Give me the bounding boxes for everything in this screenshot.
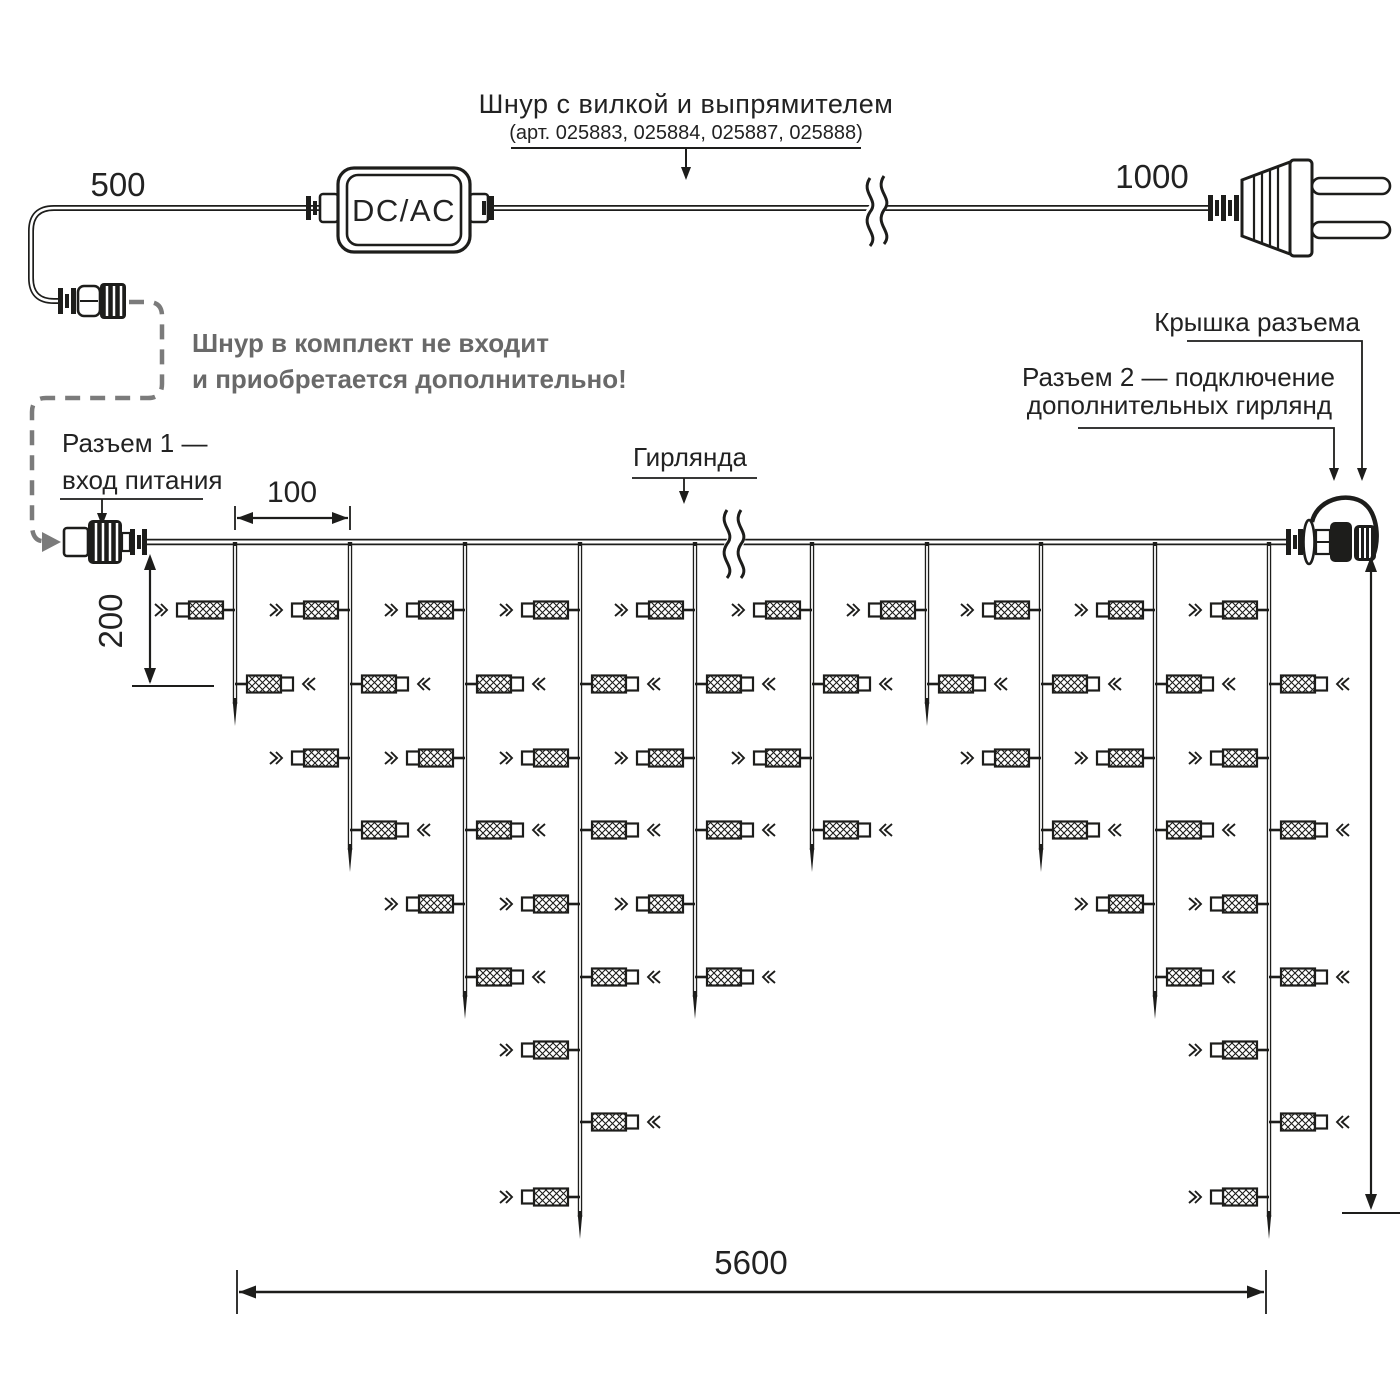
led-direction-chevron-icon bbox=[732, 604, 739, 616]
led-direction-chevron-icon bbox=[768, 678, 775, 690]
connector2-annotation bbox=[1022, 362, 1339, 481]
icicle-drop bbox=[961, 542, 1121, 872]
garland-wire bbox=[147, 510, 1288, 578]
led-direction-chevron-icon bbox=[1189, 752, 1196, 764]
led-direction-chevron-icon bbox=[653, 824, 660, 836]
led-bulb bbox=[961, 750, 1041, 767]
led-bulb bbox=[350, 676, 430, 693]
led-bulb bbox=[1155, 822, 1235, 839]
led-bulb bbox=[1189, 1189, 1269, 1206]
led-bulb bbox=[695, 822, 775, 839]
dcac-converter-box bbox=[306, 168, 494, 252]
led-direction-chevron-icon bbox=[423, 678, 430, 690]
drop-tip bbox=[1039, 848, 1043, 872]
led-direction-chevron-icon bbox=[270, 752, 277, 764]
led-direction-chevron-icon bbox=[155, 604, 162, 616]
drop-tip bbox=[925, 702, 929, 726]
led-direction-chevron-icon bbox=[500, 604, 507, 616]
led-bulb bbox=[1189, 602, 1269, 619]
power-cord-title: Шнур с вилкой и выпрямителем bbox=[478, 89, 894, 119]
led-bulb bbox=[500, 896, 580, 913]
led-bulb bbox=[812, 676, 892, 693]
led-direction-chevron-icon bbox=[653, 678, 660, 690]
led-bulb bbox=[732, 750, 812, 767]
leader-arrowhead-icon bbox=[679, 491, 689, 504]
led-direction-chevron-icon bbox=[1342, 971, 1349, 983]
cable-break-icon bbox=[867, 176, 887, 246]
cord-end-connector bbox=[58, 283, 126, 319]
led-bulb bbox=[580, 1114, 660, 1131]
cap-label: Крышка разъема bbox=[1154, 307, 1360, 337]
dashed-arrowhead-icon bbox=[42, 532, 61, 552]
dimension-900 bbox=[1342, 556, 1400, 1213]
led-direction-chevron-icon bbox=[385, 752, 392, 764]
icicle-drop bbox=[615, 542, 775, 1019]
led-bulb bbox=[385, 750, 465, 767]
led-bulb bbox=[927, 676, 1007, 693]
led-direction-chevron-icon bbox=[538, 971, 545, 983]
led-direction-chevron-icon bbox=[308, 678, 315, 690]
led-bulb bbox=[500, 750, 580, 767]
led-direction-chevron-icon bbox=[961, 752, 968, 764]
dimension-5600 bbox=[237, 1244, 1266, 1314]
garland-input-connector bbox=[64, 520, 147, 564]
led-direction-chevron-icon bbox=[500, 1044, 507, 1056]
led-bulb bbox=[385, 602, 465, 619]
led-bulb bbox=[270, 602, 350, 619]
led-bulb bbox=[1041, 676, 1121, 693]
led-direction-chevron-icon bbox=[615, 604, 622, 616]
led-direction-chevron-icon bbox=[847, 604, 854, 616]
led-direction-chevron-icon bbox=[1228, 678, 1235, 690]
led-direction-chevron-icon bbox=[1114, 824, 1121, 836]
led-direction-chevron-icon bbox=[385, 604, 392, 616]
led-bulb bbox=[695, 676, 775, 693]
led-direction-chevron-icon bbox=[1114, 678, 1121, 690]
power-cord-leader-arrow-icon bbox=[511, 148, 861, 180]
led-direction-chevron-icon bbox=[1189, 898, 1196, 910]
garland-output-connector bbox=[1286, 498, 1377, 564]
garland-annotation bbox=[632, 442, 757, 504]
led-direction-chevron-icon bbox=[768, 824, 775, 836]
led-bulb bbox=[615, 750, 695, 767]
led-direction-chevron-icon bbox=[1342, 1116, 1349, 1128]
led-bulb bbox=[615, 896, 695, 913]
led-bulb bbox=[1075, 602, 1155, 619]
led-bulb bbox=[732, 602, 812, 619]
icicle-drop bbox=[500, 542, 660, 1239]
not-included-note bbox=[32, 302, 627, 552]
led-bulb bbox=[350, 822, 430, 839]
led-bulb bbox=[1269, 969, 1349, 986]
led-direction-chevron-icon bbox=[1228, 971, 1235, 983]
leader-arrowhead-icon bbox=[1357, 468, 1367, 481]
icicle-drop bbox=[155, 542, 315, 726]
led-bulb bbox=[235, 676, 315, 693]
drop-tip bbox=[1267, 1215, 1271, 1239]
led-bulb bbox=[1189, 896, 1269, 913]
led-bulb bbox=[580, 969, 660, 986]
led-direction-chevron-icon bbox=[538, 678, 545, 690]
garland-label: Гирлянда bbox=[633, 442, 747, 472]
icicle-drop bbox=[270, 542, 430, 872]
led-bulb bbox=[270, 750, 350, 767]
dimension-200 bbox=[92, 554, 214, 686]
led-bulb bbox=[465, 969, 545, 986]
connector1-annotation bbox=[60, 428, 222, 526]
led-direction-chevron-icon bbox=[768, 971, 775, 983]
led-direction-chevron-icon bbox=[385, 898, 392, 910]
led-direction-chevron-icon bbox=[423, 824, 430, 836]
led-bulb bbox=[500, 1042, 580, 1059]
led-direction-chevron-icon bbox=[270, 604, 277, 616]
led-direction-chevron-icon bbox=[615, 752, 622, 764]
warning-line1: Шнур в комплект не входит bbox=[192, 328, 549, 358]
icicle-drop bbox=[847, 542, 1007, 726]
drop-tip bbox=[810, 848, 814, 872]
led-direction-chevron-icon bbox=[885, 678, 892, 690]
connector1-label-line2: вход питания bbox=[62, 465, 223, 495]
led-bulb bbox=[695, 969, 775, 986]
led-bulb bbox=[500, 1189, 580, 1206]
led-direction-chevron-icon bbox=[653, 971, 660, 983]
connector2-label-line2: дополнительных гирлянд bbox=[1026, 390, 1332, 420]
leader-arrowhead-icon bbox=[1329, 468, 1339, 481]
led-bulb bbox=[1269, 676, 1349, 693]
led-bulb bbox=[465, 676, 545, 693]
connector2-label-line1: Разъем 2 — подключение bbox=[1022, 362, 1335, 392]
led-direction-chevron-icon bbox=[961, 604, 968, 616]
icicle-drop bbox=[732, 542, 892, 872]
led-direction-chevron-icon bbox=[1075, 752, 1082, 764]
led-direction-chevron-icon bbox=[732, 752, 739, 764]
dim-100-label: 100 bbox=[266, 476, 318, 509]
led-direction-chevron-icon bbox=[615, 898, 622, 910]
led-direction-chevron-icon bbox=[500, 752, 507, 764]
led-bulb bbox=[1041, 822, 1121, 839]
dimension-100 bbox=[235, 476, 350, 530]
led-bulb bbox=[1155, 676, 1235, 693]
led-direction-chevron-icon bbox=[1342, 824, 1349, 836]
led-direction-chevron-icon bbox=[653, 1116, 660, 1128]
led-bulb bbox=[1189, 1042, 1269, 1059]
led-direction-chevron-icon bbox=[1189, 604, 1196, 616]
led-direction-chevron-icon bbox=[1189, 1191, 1196, 1203]
led-direction-chevron-icon bbox=[1189, 1044, 1196, 1056]
power-plug bbox=[1208, 160, 1390, 256]
led-bulb bbox=[465, 822, 545, 839]
led-bulb bbox=[580, 822, 660, 839]
dim-1000-label: 1000 bbox=[1115, 158, 1189, 195]
dim-500-label: 500 bbox=[90, 166, 146, 203]
dim-5600-label: 5600 bbox=[714, 1244, 788, 1281]
led-bulb bbox=[1269, 1114, 1349, 1131]
led-bulb bbox=[812, 822, 892, 839]
led-direction-chevron-icon bbox=[500, 1191, 507, 1203]
drop-tip bbox=[233, 702, 237, 726]
dashed-connector-path bbox=[32, 302, 162, 541]
power-cord-diagram bbox=[31, 89, 1390, 319]
led-bulb bbox=[1269, 822, 1349, 839]
led-direction-chevron-icon bbox=[1228, 824, 1235, 836]
led-bulb bbox=[847, 602, 927, 619]
drop-tip bbox=[463, 995, 467, 1019]
connector1-label-line1: Разъем 1 — bbox=[62, 428, 208, 458]
led-bulb bbox=[1189, 750, 1269, 767]
drop-tip bbox=[348, 848, 352, 872]
led-direction-chevron-icon bbox=[885, 824, 892, 836]
led-direction-chevron-icon bbox=[1000, 678, 1007, 690]
led-bulb bbox=[1155, 969, 1235, 986]
led-bulb bbox=[615, 602, 695, 619]
led-direction-chevron-icon bbox=[1075, 898, 1082, 910]
drop-tip bbox=[1153, 995, 1157, 1019]
led-direction-chevron-icon bbox=[1075, 604, 1082, 616]
dim-200-label: 200 bbox=[92, 593, 129, 649]
led-bulb bbox=[385, 896, 465, 913]
drop-tip bbox=[578, 1215, 582, 1239]
led-bulb bbox=[1075, 896, 1155, 913]
converter-label: DC/AC bbox=[352, 193, 456, 228]
drop-tip bbox=[693, 995, 697, 1019]
cable-left bbox=[31, 208, 338, 301]
led-direction-chevron-icon bbox=[500, 898, 507, 910]
led-direction-chevron-icon bbox=[538, 824, 545, 836]
led-direction-chevron-icon bbox=[1342, 678, 1349, 690]
icicle-drop bbox=[1189, 542, 1349, 1239]
led-bulb bbox=[155, 602, 235, 619]
led-bulb bbox=[580, 676, 660, 693]
led-bulb bbox=[1075, 750, 1155, 767]
led-bulb bbox=[500, 602, 580, 619]
warning-line2: и приобретается дополнительно! bbox=[192, 364, 627, 394]
power-cord-subtitle: (арт. 025883, 025884, 025887, 025888) bbox=[509, 122, 863, 144]
led-bulb bbox=[961, 602, 1041, 619]
icicle-drops-layer bbox=[155, 542, 1349, 1239]
